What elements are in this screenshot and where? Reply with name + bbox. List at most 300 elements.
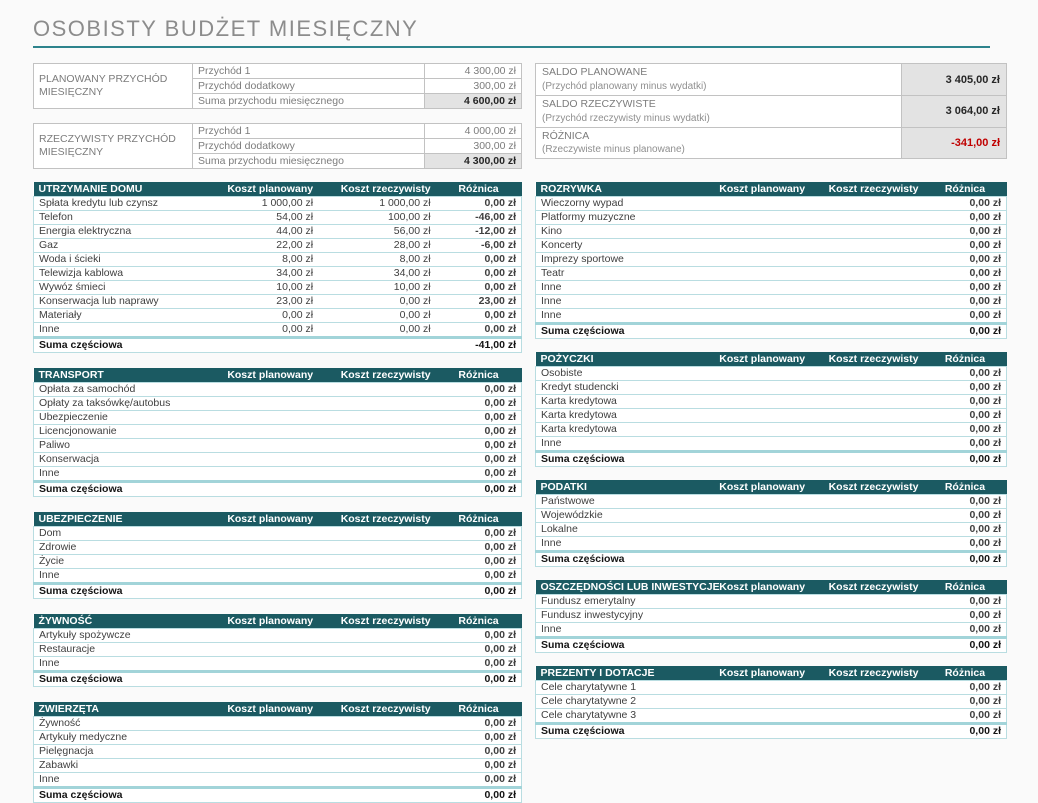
difference-value: 0,00 zł xyxy=(436,267,522,281)
category-row xyxy=(536,253,1007,267)
difference-value: 0,00 zł xyxy=(923,309,1006,324)
planned-cost-value xyxy=(714,423,810,437)
actual-cost-value xyxy=(318,397,435,411)
difference-value: 0,00 zł xyxy=(923,537,1006,552)
subtotal-actual xyxy=(810,452,923,467)
planned-cost-value xyxy=(714,523,810,537)
subtotal-difference: 0,00 zł xyxy=(436,482,522,497)
actual-cost-value xyxy=(810,211,923,225)
category-row xyxy=(34,295,522,309)
actual-cost-value xyxy=(810,267,923,281)
subtotal-actual xyxy=(318,482,435,497)
actual-cost-value xyxy=(318,467,435,482)
column-header-planned-cost: Koszt planowany xyxy=(714,182,810,197)
category-item-name: Artykuły medyczne xyxy=(34,731,219,745)
planned-cost-value xyxy=(714,295,810,309)
category-item-name: Inne xyxy=(34,323,219,338)
category-row xyxy=(536,225,1007,239)
category-item-name: Wywóz śmieci xyxy=(34,281,219,295)
planned-cost-value xyxy=(714,281,810,295)
column-header-planned-cost: Koszt planowany xyxy=(219,512,318,527)
category-header-row xyxy=(34,182,522,197)
difference-value: 0,00 zł xyxy=(436,541,522,555)
subtotal-planned xyxy=(714,324,810,339)
summary-labels xyxy=(536,95,902,127)
planned-cost-value: 1 000,00 zł xyxy=(219,197,318,211)
category-item-name: Woda i ścieki xyxy=(34,253,219,267)
column-header-difference: Różnica xyxy=(436,614,522,629)
column-header-planned-cost: Koszt planowany xyxy=(219,368,318,383)
difference-value: 0,00 zł xyxy=(923,211,1006,225)
difference-value: 0,00 zł xyxy=(923,225,1006,239)
column-header-actual-cost: Koszt rzeczywisty xyxy=(318,368,435,383)
category-row xyxy=(34,225,522,239)
actual-cost-value: 0,00 zł xyxy=(318,309,435,323)
category-item-name: Wojewódzkie xyxy=(536,509,715,523)
category-table-podatki xyxy=(535,480,1007,567)
subtotal-planned xyxy=(219,788,318,803)
planned-cost-value xyxy=(219,541,318,555)
difference-value: 0,00 zł xyxy=(436,425,522,439)
difference-value: 0,00 zł xyxy=(436,383,522,397)
difference-value: 0,00 zł xyxy=(923,239,1006,253)
summary-row-roznica xyxy=(536,127,1007,159)
planned-cost-value xyxy=(714,709,810,724)
column-header-actual-cost: Koszt rzeczywisty xyxy=(318,702,435,717)
subtotal-actual xyxy=(810,324,923,339)
difference-value: 0,00 zł xyxy=(436,527,522,541)
planned-cost-value xyxy=(219,467,318,482)
actual-cost-value xyxy=(318,527,435,541)
column-header-difference: Różnica xyxy=(923,352,1006,367)
difference-value: 0,00 zł xyxy=(436,657,522,672)
summary-row-saldo-rzeczywiste xyxy=(536,95,1007,127)
planned-cost-value: 0,00 zł xyxy=(219,309,318,323)
category-row xyxy=(536,267,1007,281)
category-item-name: Pielęgnacja xyxy=(34,745,219,759)
subtotal-label: Suma częściowa xyxy=(34,672,219,687)
subtotal-difference: -41,00 zł xyxy=(436,338,522,353)
difference-value: 0,00 zł xyxy=(436,253,522,267)
subtotal-difference: 0,00 zł xyxy=(436,672,522,687)
actual-cost-value xyxy=(810,695,923,709)
category-item-name: Ubezpieczenie xyxy=(34,411,219,425)
actual-cost-value xyxy=(810,225,923,239)
balance-summary-section xyxy=(535,63,1007,169)
subtotal-label: Suma częściowa xyxy=(536,552,715,567)
category-row xyxy=(536,437,1007,452)
column-header-difference: Różnica xyxy=(923,666,1006,681)
planned-cost-value xyxy=(714,495,810,509)
top-section xyxy=(33,63,1007,169)
category-header-row xyxy=(536,182,1007,197)
planned-cost-value xyxy=(219,745,318,759)
subtotal-row xyxy=(34,338,522,353)
category-header-row xyxy=(34,368,522,383)
category-item-name: Życie xyxy=(34,555,219,569)
category-item-name: Spłata kredytu lub czynsz xyxy=(34,197,219,211)
category-table-rozrywka xyxy=(535,182,1007,339)
category-item-name: Cele charytatywne 1 xyxy=(536,681,715,695)
subtotal-label: Suma częściowa xyxy=(34,584,219,599)
income-item-value: 4 300,00 zł xyxy=(425,154,522,169)
column-header-difference: Różnica xyxy=(923,480,1006,495)
category-row xyxy=(34,253,522,267)
category-row xyxy=(536,409,1007,423)
difference-value: 0,00 zł xyxy=(923,681,1006,695)
category-title: UTRZYMANIE DOMU xyxy=(34,182,219,197)
category-row xyxy=(536,395,1007,409)
category-item-name: Licencjonowanie xyxy=(34,425,219,439)
category-item-name: Inne xyxy=(34,569,219,584)
subtotal-difference: 0,00 zł xyxy=(923,638,1006,653)
category-item-name: Imprezy sportowe xyxy=(536,253,715,267)
subtotal-row xyxy=(536,552,1007,567)
income-item-name: Suma przychodu miesięcznego xyxy=(193,94,425,109)
actual-cost-value xyxy=(318,439,435,453)
difference-value: 0,00 zł xyxy=(436,323,522,338)
income-table-rzeczywisty-przychod-miesieczny xyxy=(33,123,522,169)
planned-cost-value xyxy=(714,623,810,638)
subtotal-row xyxy=(536,724,1007,739)
column-header-planned-cost: Koszt planowany xyxy=(219,702,318,717)
category-header-row xyxy=(34,702,522,717)
difference-value: 0,00 zł xyxy=(923,367,1006,381)
subtotal-difference: 0,00 zł xyxy=(923,324,1006,339)
planned-cost-value xyxy=(714,381,810,395)
income-item-name: Przychód 1 xyxy=(193,124,425,139)
planned-cost-value xyxy=(219,397,318,411)
actual-cost-value xyxy=(318,731,435,745)
category-table-prezenty-i-dotacje xyxy=(535,666,1007,739)
category-item-name: Inne xyxy=(536,281,715,295)
category-item-name: Konserwacja lub naprawy xyxy=(34,295,219,309)
actual-cost-value xyxy=(810,437,923,452)
category-title: PREZENTY I DOTACJE xyxy=(536,666,715,681)
category-item-name: Zabawki xyxy=(34,759,219,773)
category-row xyxy=(34,383,522,397)
subtotal-difference: 0,00 zł xyxy=(436,788,522,803)
difference-value: 0,00 zł xyxy=(923,253,1006,267)
actual-cost-value xyxy=(810,537,923,552)
planned-cost-value xyxy=(714,509,810,523)
category-row xyxy=(536,537,1007,552)
category-row xyxy=(536,381,1007,395)
summary-labels xyxy=(536,64,902,96)
category-item-name: Paliwo xyxy=(34,439,219,453)
category-item-name: Restauracje xyxy=(34,643,219,657)
column-header-difference: Różnica xyxy=(923,182,1006,197)
summary-value: 3 064,00 zł xyxy=(902,95,1007,127)
summary-title: SALDO PLANOWANE xyxy=(542,66,648,79)
column-header-planned-cost: Koszt planowany xyxy=(714,480,810,495)
difference-value: 0,00 zł xyxy=(436,643,522,657)
category-row xyxy=(536,309,1007,324)
category-title: ROZRYWKA xyxy=(536,182,715,197)
difference-value: 0,00 zł xyxy=(436,439,522,453)
column-header-actual-cost: Koszt rzeczywisty xyxy=(810,480,923,495)
difference-value: 0,00 zł xyxy=(436,773,522,788)
column-header-actual-cost: Koszt rzeczywisty xyxy=(810,182,923,197)
planned-cost-value xyxy=(219,453,318,467)
subtotal-row xyxy=(34,672,522,687)
actual-cost-value xyxy=(810,609,923,623)
subtotal-label: Suma częściowa xyxy=(34,338,219,353)
category-row xyxy=(536,695,1007,709)
income-table-label: RZECZYWISTY PRZYCHÓD MIESIĘCZNY xyxy=(34,124,193,169)
category-item-name: Żywność xyxy=(34,717,219,731)
category-row xyxy=(34,397,522,411)
subtotal-row xyxy=(536,638,1007,653)
actual-cost-value xyxy=(318,657,435,672)
actual-cost-value xyxy=(810,309,923,324)
category-row xyxy=(34,759,522,773)
income-item-value: 4 600,00 zł xyxy=(425,94,522,109)
planned-cost-value xyxy=(219,527,318,541)
planned-cost-value xyxy=(219,555,318,569)
category-row xyxy=(34,731,522,745)
planned-cost-value: 44,00 zł xyxy=(219,225,318,239)
category-table-pozyczki xyxy=(535,352,1007,467)
category-item-name: Karta kredytowa xyxy=(536,409,715,423)
page-title: OSOBISTY BUDŻET MIESIĘCZNY xyxy=(33,16,419,41)
planned-cost-value xyxy=(714,681,810,695)
subtotal-actual xyxy=(318,338,435,353)
actual-cost-value: 0,00 zł xyxy=(318,295,435,309)
subtotal-planned xyxy=(219,584,318,599)
category-row xyxy=(34,309,522,323)
actual-cost-value xyxy=(810,409,923,423)
category-row xyxy=(536,509,1007,523)
category-item-name: Fundusz inwestycyjny xyxy=(536,609,715,623)
category-row xyxy=(34,323,522,338)
category-row xyxy=(536,211,1007,225)
actual-cost-value xyxy=(810,623,923,638)
difference-value: 0,00 zł xyxy=(923,295,1006,309)
column-header-difference: Różnica xyxy=(436,512,522,527)
category-item-name: Dom xyxy=(34,527,219,541)
category-row xyxy=(34,211,522,225)
category-item-name: Karta kredytowa xyxy=(536,423,715,437)
subtotal-planned xyxy=(219,482,318,497)
planned-cost-value: 0,00 zł xyxy=(219,323,318,338)
income-row xyxy=(34,64,522,79)
difference-value: -6,00 zł xyxy=(436,239,522,253)
difference-value: 0,00 zł xyxy=(436,569,522,584)
category-item-name: Opłaty za taksówkę/autobus xyxy=(34,397,219,411)
income-item-name: Przychód 1 xyxy=(193,64,425,79)
column-header-planned-cost: Koszt planowany xyxy=(714,666,810,681)
category-item-name: Koncerty xyxy=(536,239,715,253)
column-header-actual-cost: Koszt rzeczywisty xyxy=(318,614,435,629)
difference-value: 0,00 zł xyxy=(436,467,522,482)
subtotal-difference: 0,00 zł xyxy=(923,452,1006,467)
category-title: PODATKI xyxy=(536,480,715,495)
actual-cost-value xyxy=(810,253,923,267)
category-row xyxy=(536,709,1007,724)
subtotal-row xyxy=(34,788,522,803)
category-row xyxy=(536,295,1007,309)
column-header-actual-cost: Koszt rzeczywisty xyxy=(810,666,923,681)
subtotal-label: Suma częściowa xyxy=(34,788,219,803)
column-header-difference: Różnica xyxy=(436,702,522,717)
difference-value: 0,00 zł xyxy=(923,695,1006,709)
planned-cost-value xyxy=(714,409,810,423)
subtotal-planned xyxy=(714,638,810,653)
difference-value: 0,00 zł xyxy=(436,397,522,411)
subtotal-row xyxy=(536,452,1007,467)
actual-cost-value: 56,00 zł xyxy=(318,225,435,239)
category-table-transport xyxy=(33,368,522,497)
difference-value: 0,00 zł xyxy=(436,281,522,295)
column-header-planned-cost: Koszt planowany xyxy=(714,352,810,367)
category-row xyxy=(34,541,522,555)
title-underline xyxy=(33,46,990,48)
category-item-name: Inne xyxy=(34,467,219,482)
column-header-planned-cost: Koszt planowany xyxy=(219,182,318,197)
difference-value: 0,00 zł xyxy=(923,709,1006,724)
column-header-actual-cost: Koszt rzeczywisty xyxy=(810,580,923,595)
category-header-row xyxy=(536,580,1007,595)
category-row xyxy=(34,281,522,295)
planned-cost-value xyxy=(219,629,318,643)
category-header-row xyxy=(536,352,1007,367)
category-title: ŻYWNOŚĆ xyxy=(34,614,219,629)
actual-cost-value: 28,00 zł xyxy=(318,239,435,253)
category-table-utrzymanie-domu xyxy=(33,182,522,353)
planned-cost-value xyxy=(714,253,810,267)
category-item-name: Gaz xyxy=(34,239,219,253)
category-row xyxy=(34,453,522,467)
difference-value: 0,00 zł xyxy=(923,437,1006,452)
difference-value: 0,00 zł xyxy=(923,395,1006,409)
actual-cost-value xyxy=(810,495,923,509)
category-item-name: Teatr xyxy=(536,267,715,281)
actual-cost-value: 10,00 zł xyxy=(318,281,435,295)
difference-value: 0,00 zł xyxy=(923,281,1006,295)
category-item-name: Konserwacja xyxy=(34,453,219,467)
column-header-actual-cost: Koszt rzeczywisty xyxy=(318,512,435,527)
actual-cost-value xyxy=(318,759,435,773)
column-header-planned-cost: Koszt planowany xyxy=(714,580,810,595)
planned-cost-value xyxy=(714,537,810,552)
difference-value: -46,00 zł xyxy=(436,211,522,225)
subtotal-actual xyxy=(318,672,435,687)
category-row xyxy=(34,717,522,731)
summary-title: SALDO RZECZYWISTE xyxy=(542,97,656,110)
summary-subtitle: (Przychód planowany minus wydatki) xyxy=(542,80,707,92)
difference-value: 0,00 zł xyxy=(436,629,522,643)
actual-cost-value xyxy=(810,709,923,724)
actual-cost-value xyxy=(318,411,435,425)
category-row xyxy=(34,425,522,439)
category-row xyxy=(34,197,522,211)
category-title: TRANSPORT xyxy=(34,368,219,383)
category-row xyxy=(34,569,522,584)
category-row xyxy=(536,281,1007,295)
difference-value: 0,00 zł xyxy=(436,555,522,569)
planned-cost-value xyxy=(219,731,318,745)
category-row xyxy=(34,467,522,482)
income-table-label: PLANOWANY PRZYCHÓD MIESIĘCZNY xyxy=(34,64,193,109)
category-item-name: Osobiste xyxy=(536,367,715,381)
difference-value: 0,00 zł xyxy=(436,197,522,211)
summary-subtitle: (Przychód rzeczywisty minus wydatki) xyxy=(542,112,710,124)
category-column-right xyxy=(535,182,1007,803)
planned-cost-value: 23,00 zł xyxy=(219,295,318,309)
actual-cost-value xyxy=(318,425,435,439)
category-item-name: Artykuły spożywcze xyxy=(34,629,219,643)
category-row xyxy=(536,609,1007,623)
category-header-row xyxy=(34,512,522,527)
subtotal-label: Suma częściowa xyxy=(536,724,715,739)
column-header-actual-cost: Koszt rzeczywisty xyxy=(810,352,923,367)
summary-subtitle: (Rzeczywiste minus planowane) xyxy=(542,144,685,156)
income-item-value: 4 000,00 zł xyxy=(425,124,522,139)
planned-cost-value xyxy=(714,239,810,253)
difference-value: 0,00 zł xyxy=(436,731,522,745)
category-row xyxy=(536,495,1007,509)
summary-value: -341,00 zł xyxy=(902,127,1007,159)
difference-value: 0,00 zł xyxy=(923,197,1006,211)
actual-cost-value xyxy=(810,197,923,211)
subtotal-actual xyxy=(810,552,923,567)
actual-cost-value xyxy=(318,745,435,759)
category-item-name: Inne xyxy=(536,623,715,638)
actual-cost-value xyxy=(318,643,435,657)
planned-cost-value: 10,00 zł xyxy=(219,281,318,295)
actual-cost-value xyxy=(810,523,923,537)
planned-cost-value: 34,00 zł xyxy=(219,267,318,281)
category-item-name: Fundusz emerytalny xyxy=(536,595,715,609)
category-item-name: Energia elektryczna xyxy=(34,225,219,239)
actual-cost-value xyxy=(810,295,923,309)
difference-value: 0,00 zł xyxy=(436,453,522,467)
category-table-oszczednosci-lub-inwestycje xyxy=(535,580,1007,653)
actual-cost-value xyxy=(810,381,923,395)
category-item-name: Państwowe xyxy=(536,495,715,509)
difference-value: 0,00 zł xyxy=(923,409,1006,423)
planned-cost-value xyxy=(714,197,810,211)
category-item-name: Inne xyxy=(536,295,715,309)
category-row xyxy=(34,411,522,425)
difference-value: 0,00 zł xyxy=(923,423,1006,437)
actual-cost-value: 100,00 zł xyxy=(318,211,435,225)
difference-value: 0,00 zł xyxy=(923,381,1006,395)
planned-cost-value xyxy=(714,609,810,623)
planned-cost-value: 54,00 zł xyxy=(219,211,318,225)
planned-cost-value xyxy=(714,595,810,609)
subtotal-planned xyxy=(219,338,318,353)
difference-value: 0,00 zł xyxy=(923,609,1006,623)
category-header-row xyxy=(34,614,522,629)
income-item-value: 300,00 zł xyxy=(425,139,522,154)
difference-value: 0,00 zł xyxy=(923,595,1006,609)
income-item-name: Przychód dodatkowy xyxy=(193,79,425,94)
subtotal-planned xyxy=(714,724,810,739)
difference-value: -12,00 zł xyxy=(436,225,522,239)
income-item-name: Przychód dodatkowy xyxy=(193,139,425,154)
category-row xyxy=(34,629,522,643)
category-title: UBEZPIECZENIE xyxy=(34,512,219,527)
income-item-name: Suma przychodu miesięcznego xyxy=(193,154,425,169)
category-item-name: Wieczorny wypad xyxy=(536,197,715,211)
category-section xyxy=(33,182,1007,803)
income-item-value: 4 300,00 zł xyxy=(425,64,522,79)
category-row xyxy=(34,745,522,759)
actual-cost-value xyxy=(318,569,435,584)
actual-cost-value xyxy=(318,717,435,731)
